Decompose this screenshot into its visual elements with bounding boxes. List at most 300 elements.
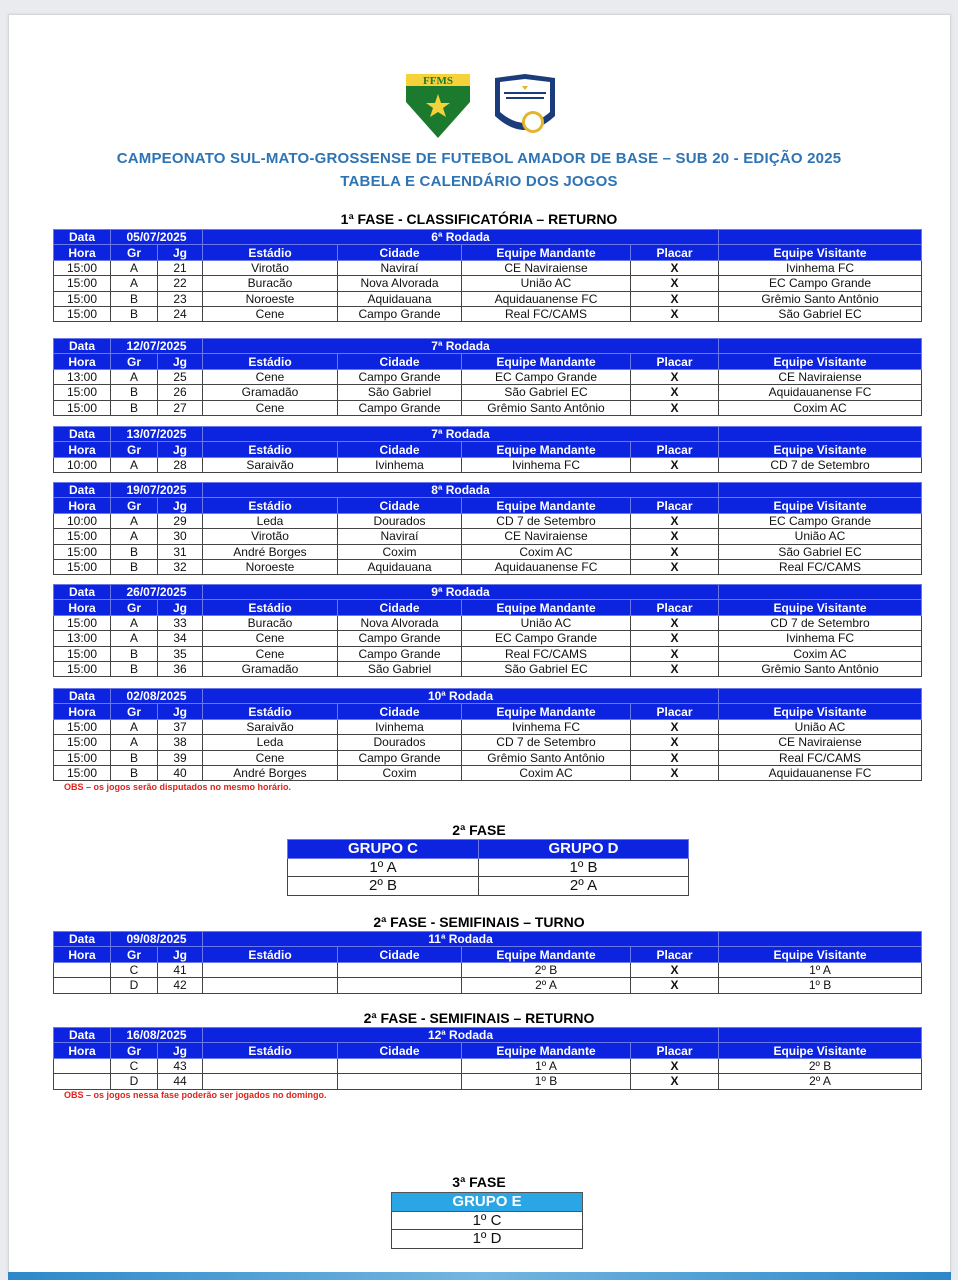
game-city bbox=[338, 978, 462, 993]
game-group: C bbox=[111, 962, 158, 977]
obs-note-2: OBS – os jogos nessa fase poderão ser jogados no domingo. bbox=[64, 1090, 327, 1100]
header-spacer bbox=[719, 689, 922, 704]
away-team: 1º A bbox=[719, 962, 922, 977]
game-row bbox=[54, 631, 922, 646]
group-c-slot: 1º A bbox=[288, 858, 479, 877]
col-gr: Gr bbox=[111, 442, 158, 457]
game-number: 22 bbox=[158, 276, 203, 291]
header-spacer bbox=[719, 230, 922, 245]
game-city: Ivinhema bbox=[338, 457, 462, 472]
game-time: 15:00 bbox=[54, 306, 111, 321]
game-time: 13:00 bbox=[54, 631, 111, 646]
home-team: Ivinhema FC bbox=[462, 457, 631, 472]
home-team: CE Naviraiense bbox=[462, 529, 631, 544]
round-table bbox=[53, 688, 922, 781]
col-gr: Gr bbox=[111, 1043, 158, 1058]
game-time: 15:00 bbox=[54, 559, 111, 574]
away-team: Grêmio Santo Antônio bbox=[719, 291, 922, 306]
game-row bbox=[54, 400, 922, 415]
away-team: 2º A bbox=[719, 1074, 922, 1089]
semis-turno-title: 2ª FASE - SEMIFINAIS – TURNO bbox=[373, 914, 585, 930]
game-group: A bbox=[111, 529, 158, 544]
game-row bbox=[54, 385, 922, 400]
game-stadium: Buracão bbox=[203, 615, 338, 630]
col-estadio: Estádio bbox=[203, 704, 338, 719]
game-time: 15:00 bbox=[54, 529, 111, 544]
round-header-row bbox=[54, 427, 922, 442]
col-hora: Hora bbox=[54, 1043, 111, 1058]
game-group: B bbox=[111, 765, 158, 780]
game-city: Campo Grande bbox=[338, 750, 462, 765]
col-placar: Placar bbox=[631, 600, 719, 615]
col-visitante: Equipe Visitante bbox=[719, 1043, 922, 1058]
col-gr: Gr bbox=[111, 947, 158, 962]
home-team: EC Campo Grande bbox=[462, 369, 631, 384]
col-cidade: Cidade bbox=[338, 245, 462, 260]
game-time bbox=[54, 962, 111, 977]
col-gr: Gr bbox=[111, 600, 158, 615]
score-placeholder: X bbox=[631, 260, 719, 275]
home-team: CE Naviraiense bbox=[462, 260, 631, 275]
game-city: Naviraí bbox=[338, 260, 462, 275]
game-row bbox=[54, 750, 922, 765]
phase2-groups-table bbox=[287, 839, 689, 896]
score-placeholder: X bbox=[631, 385, 719, 400]
score-placeholder: X bbox=[631, 559, 719, 574]
home-team: Grêmio Santo Antônio bbox=[462, 400, 631, 415]
game-number: 24 bbox=[158, 306, 203, 321]
col-hora: Hora bbox=[54, 498, 111, 513]
game-number: 42 bbox=[158, 978, 203, 993]
col-placar: Placar bbox=[631, 947, 719, 962]
round-header-row bbox=[54, 483, 922, 498]
game-number: 35 bbox=[158, 646, 203, 661]
game-time: 15:00 bbox=[54, 260, 111, 275]
round-table bbox=[53, 426, 922, 473]
game-row bbox=[54, 646, 922, 661]
col-jg: Jg bbox=[158, 600, 203, 615]
bottom-strip bbox=[8, 1272, 951, 1280]
round-table bbox=[53, 338, 922, 416]
game-number: 21 bbox=[158, 260, 203, 275]
away-team: Ivinhema FC bbox=[719, 631, 922, 646]
col-jg: Jg bbox=[158, 704, 203, 719]
away-team: CD 7 de Setembro bbox=[719, 457, 922, 472]
phase2-title: 2ª FASE bbox=[452, 822, 506, 838]
away-team: 1º B bbox=[719, 978, 922, 993]
home-team: Real FC/CAMS bbox=[462, 306, 631, 321]
col-estadio: Estádio bbox=[203, 1043, 338, 1058]
round-name: 9ª Rodada bbox=[203, 585, 719, 600]
col-jg: Jg bbox=[158, 354, 203, 369]
game-time: 15:00 bbox=[54, 765, 111, 780]
col-gr: Gr bbox=[111, 354, 158, 369]
round-header-row bbox=[54, 585, 922, 600]
game-number: 39 bbox=[158, 750, 203, 765]
column-header-row bbox=[54, 1043, 922, 1058]
game-time bbox=[54, 1074, 111, 1089]
game-group: B bbox=[111, 306, 158, 321]
game-row bbox=[54, 661, 922, 676]
score-placeholder: X bbox=[631, 457, 719, 472]
date-label: Data bbox=[54, 427, 111, 442]
game-group: B bbox=[111, 291, 158, 306]
game-stadium: Cene bbox=[203, 306, 338, 321]
game-group: A bbox=[111, 615, 158, 630]
away-team: 2º B bbox=[719, 1058, 922, 1073]
date-label: Data bbox=[54, 932, 111, 947]
home-team: Real FC/CAMS bbox=[462, 646, 631, 661]
score-placeholder: X bbox=[631, 978, 719, 993]
score-placeholder: X bbox=[631, 369, 719, 384]
game-stadium: Leda bbox=[203, 735, 338, 750]
game-time: 10:00 bbox=[54, 457, 111, 472]
game-group: A bbox=[111, 276, 158, 291]
game-time: 15:00 bbox=[54, 750, 111, 765]
away-team: Real FC/CAMS bbox=[719, 559, 922, 574]
group-c-slot: 2º B bbox=[288, 877, 479, 896]
col-gr: Gr bbox=[111, 245, 158, 260]
group-e-slot: 1º D bbox=[392, 1230, 583, 1249]
game-group: B bbox=[111, 559, 158, 574]
home-team: União AC bbox=[462, 615, 631, 630]
col-placar: Placar bbox=[631, 498, 719, 513]
column-header-row bbox=[54, 704, 922, 719]
game-group: B bbox=[111, 750, 158, 765]
away-team: São Gabriel EC bbox=[719, 306, 922, 321]
col-visitante: Equipe Visitante bbox=[719, 947, 922, 962]
home-team: CD 7 de Setembro bbox=[462, 735, 631, 750]
col-placar: Placar bbox=[631, 704, 719, 719]
column-header-row bbox=[54, 354, 922, 369]
game-number: 43 bbox=[158, 1058, 203, 1073]
col-placar: Placar bbox=[631, 245, 719, 260]
score-placeholder: X bbox=[631, 615, 719, 630]
away-team: CE Naviraiense bbox=[719, 369, 922, 384]
col-visitante: Equipe Visitante bbox=[719, 600, 922, 615]
round-date: 16/08/2025 bbox=[111, 1028, 203, 1043]
col-visitante: Equipe Visitante bbox=[719, 354, 922, 369]
game-row bbox=[54, 615, 922, 630]
game-city: Aquidauana bbox=[338, 291, 462, 306]
away-team: Grêmio Santo Antônio bbox=[719, 661, 922, 676]
game-time: 15:00 bbox=[54, 544, 111, 559]
col-mandante: Equipe Mandante bbox=[462, 1043, 631, 1058]
score-placeholder: X bbox=[631, 719, 719, 734]
game-number: 25 bbox=[158, 369, 203, 384]
header-spacer bbox=[719, 1028, 922, 1043]
home-team: São Gabriel EC bbox=[462, 385, 631, 400]
column-header-row bbox=[54, 600, 922, 615]
round-header-row bbox=[54, 689, 922, 704]
col-visitante: Equipe Visitante bbox=[719, 704, 922, 719]
game-city: Campo Grande bbox=[338, 369, 462, 384]
game-number: 34 bbox=[158, 631, 203, 646]
home-team: CD 7 de Setembro bbox=[462, 513, 631, 528]
game-time: 15:00 bbox=[54, 291, 111, 306]
game-stadium: Cene bbox=[203, 750, 338, 765]
col-cidade: Cidade bbox=[338, 947, 462, 962]
game-stadium: Noroeste bbox=[203, 291, 338, 306]
page-subtitle: TABELA E CALENDÁRIO DOS JOGOS bbox=[340, 173, 618, 190]
game-row bbox=[54, 719, 922, 734]
game-number: 27 bbox=[158, 400, 203, 415]
score-placeholder: X bbox=[631, 735, 719, 750]
date-label: Data bbox=[54, 1028, 111, 1043]
game-group: B bbox=[111, 385, 158, 400]
column-header-row bbox=[54, 947, 922, 962]
col-cidade: Cidade bbox=[338, 442, 462, 457]
col-mandante: Equipe Mandante bbox=[462, 354, 631, 369]
col-cidade: Cidade bbox=[338, 600, 462, 615]
round-date: 19/07/2025 bbox=[111, 483, 203, 498]
score-placeholder: X bbox=[631, 962, 719, 977]
game-row bbox=[54, 978, 922, 993]
col-estadio: Estádio bbox=[203, 498, 338, 513]
semis-returno-title: 2ª FASE - SEMIFINAIS – RETURNO bbox=[363, 1010, 595, 1026]
date-label: Data bbox=[54, 689, 111, 704]
ffms-logo-text: FFMS bbox=[423, 75, 453, 87]
phase3-group-table bbox=[391, 1192, 583, 1249]
game-city: Ivinhema bbox=[338, 719, 462, 734]
away-team: Coxim AC bbox=[719, 400, 922, 415]
game-stadium: André Borges bbox=[203, 544, 338, 559]
game-group: B bbox=[111, 400, 158, 415]
round-header-row bbox=[54, 339, 922, 354]
game-city: Campo Grande bbox=[338, 646, 462, 661]
score-placeholder: X bbox=[631, 529, 719, 544]
game-group: B bbox=[111, 544, 158, 559]
game-stadium: Saraivão bbox=[203, 719, 338, 734]
score-placeholder: X bbox=[631, 1058, 719, 1073]
game-city: Naviraí bbox=[338, 529, 462, 544]
game-city: São Gabriel bbox=[338, 385, 462, 400]
federation-logos bbox=[400, 72, 570, 148]
game-group: A bbox=[111, 631, 158, 646]
date-label: Data bbox=[54, 230, 111, 245]
semis-turno-table bbox=[53, 931, 922, 994]
round-name: 11ª Rodada bbox=[203, 932, 719, 947]
round-table bbox=[53, 482, 922, 575]
game-city bbox=[338, 962, 462, 977]
away-team: União AC bbox=[719, 529, 922, 544]
game-stadium: Gramadão bbox=[203, 661, 338, 676]
game-city: Aquidauana bbox=[338, 559, 462, 574]
home-team: 2º A bbox=[462, 978, 631, 993]
game-stadium: Virotão bbox=[203, 529, 338, 544]
game-group: B bbox=[111, 646, 158, 661]
game-time: 15:00 bbox=[54, 385, 111, 400]
game-stadium bbox=[203, 962, 338, 977]
game-row bbox=[54, 513, 922, 528]
game-city: Campo Grande bbox=[338, 400, 462, 415]
game-stadium bbox=[203, 1074, 338, 1089]
game-number: 28 bbox=[158, 457, 203, 472]
round-date: 09/08/2025 bbox=[111, 932, 203, 947]
game-time: 15:00 bbox=[54, 719, 111, 734]
game-group: A bbox=[111, 260, 158, 275]
home-team: Coxim AC bbox=[462, 765, 631, 780]
round-name: 12ª Rodada bbox=[203, 1028, 719, 1043]
game-city bbox=[338, 1058, 462, 1073]
game-row bbox=[54, 457, 922, 472]
away-team: União AC bbox=[719, 719, 922, 734]
header-spacer bbox=[719, 932, 922, 947]
away-team: Real FC/CAMS bbox=[719, 750, 922, 765]
phase3-title: 3ª FASE bbox=[452, 1174, 506, 1190]
game-group: A bbox=[111, 735, 158, 750]
header-spacer bbox=[719, 483, 922, 498]
game-number: 40 bbox=[158, 765, 203, 780]
home-team: Ivinhema FC bbox=[462, 719, 631, 734]
game-time: 15:00 bbox=[54, 400, 111, 415]
date-label: Data bbox=[54, 585, 111, 600]
game-number: 32 bbox=[158, 559, 203, 574]
game-number: 36 bbox=[158, 661, 203, 676]
col-gr: Gr bbox=[111, 498, 158, 513]
col-cidade: Cidade bbox=[338, 704, 462, 719]
home-team: Aquidauanense FC bbox=[462, 291, 631, 306]
game-group: C bbox=[111, 1058, 158, 1073]
round-name: 7ª Rodada bbox=[203, 339, 719, 354]
away-team: CE Naviraiense bbox=[719, 735, 922, 750]
round-header-row bbox=[54, 230, 922, 245]
col-hora: Hora bbox=[54, 442, 111, 457]
game-city bbox=[338, 1074, 462, 1089]
round-date: 13/07/2025 bbox=[111, 427, 203, 442]
col-hora: Hora bbox=[54, 704, 111, 719]
game-city: Nova Alvorada bbox=[338, 615, 462, 630]
game-stadium: Gramadão bbox=[203, 385, 338, 400]
game-city: Campo Grande bbox=[338, 306, 462, 321]
game-number: 41 bbox=[158, 962, 203, 977]
away-team: Coxim AC bbox=[719, 646, 922, 661]
score-placeholder: X bbox=[631, 544, 719, 559]
game-row bbox=[54, 544, 922, 559]
game-row bbox=[54, 765, 922, 780]
col-estadio: Estádio bbox=[203, 442, 338, 457]
round-name: 6ª Rodada bbox=[203, 230, 719, 245]
game-number: 29 bbox=[158, 513, 203, 528]
phase1-title: 1ª FASE - CLASSIFICATÓRIA – RETURNO bbox=[340, 211, 618, 227]
col-hora: Hora bbox=[54, 600, 111, 615]
game-time bbox=[54, 978, 111, 993]
col-jg: Jg bbox=[158, 1043, 203, 1058]
game-number: 23 bbox=[158, 291, 203, 306]
game-stadium: Cene bbox=[203, 369, 338, 384]
round-date: 02/08/2025 bbox=[111, 689, 203, 704]
game-stadium: Leda bbox=[203, 513, 338, 528]
game-group: A bbox=[111, 513, 158, 528]
group-e-header: GRUPO E bbox=[392, 1193, 583, 1212]
game-stadium bbox=[203, 1058, 338, 1073]
away-team: CD 7 de Setembro bbox=[719, 615, 922, 630]
score-placeholder: X bbox=[631, 291, 719, 306]
round-date: 26/07/2025 bbox=[111, 585, 203, 600]
col-mandante: Equipe Mandante bbox=[462, 245, 631, 260]
home-team: Grêmio Santo Antônio bbox=[462, 750, 631, 765]
game-number: 31 bbox=[158, 544, 203, 559]
col-placar: Placar bbox=[631, 354, 719, 369]
round-header-row bbox=[54, 1028, 922, 1043]
col-visitante: Equipe Visitante bbox=[719, 245, 922, 260]
game-row bbox=[54, 1074, 922, 1089]
col-jg: Jg bbox=[158, 245, 203, 260]
game-stadium: Virotão bbox=[203, 260, 338, 275]
game-city: São Gabriel bbox=[338, 661, 462, 676]
game-number: 44 bbox=[158, 1074, 203, 1089]
col-cidade: Cidade bbox=[338, 1043, 462, 1058]
home-team: 2º B bbox=[462, 962, 631, 977]
game-row bbox=[54, 276, 922, 291]
game-stadium: Buracão bbox=[203, 276, 338, 291]
group-c-header: GRUPO C bbox=[288, 840, 479, 859]
col-jg: Jg bbox=[158, 947, 203, 962]
game-row bbox=[54, 962, 922, 977]
game-time: 15:00 bbox=[54, 276, 111, 291]
round-table bbox=[53, 229, 922, 322]
home-team: Coxim AC bbox=[462, 544, 631, 559]
game-number: 38 bbox=[158, 735, 203, 750]
round-name: 8ª Rodada bbox=[203, 483, 719, 498]
game-row bbox=[54, 1058, 922, 1073]
col-visitante: Equipe Visitante bbox=[719, 498, 922, 513]
game-row bbox=[54, 529, 922, 544]
score-placeholder: X bbox=[631, 400, 719, 415]
home-team: EC Campo Grande bbox=[462, 631, 631, 646]
header-spacer bbox=[719, 585, 922, 600]
game-city: Dourados bbox=[338, 735, 462, 750]
game-stadium: Cene bbox=[203, 631, 338, 646]
column-header-row bbox=[54, 245, 922, 260]
game-city: Coxim bbox=[338, 765, 462, 780]
away-team: Ivinhema FC bbox=[719, 260, 922, 275]
game-time: 15:00 bbox=[54, 735, 111, 750]
date-label: Data bbox=[54, 339, 111, 354]
round-date: 12/07/2025 bbox=[111, 339, 203, 354]
col-mandante: Equipe Mandante bbox=[462, 947, 631, 962]
game-group: D bbox=[111, 978, 158, 993]
col-hora: Hora bbox=[54, 947, 111, 962]
group-d-header: GRUPO D bbox=[479, 840, 689, 859]
score-placeholder: X bbox=[631, 1074, 719, 1089]
header-spacer bbox=[719, 339, 922, 354]
col-mandante: Equipe Mandante bbox=[462, 600, 631, 615]
game-group: A bbox=[111, 457, 158, 472]
col-estadio: Estádio bbox=[203, 354, 338, 369]
game-row bbox=[54, 735, 922, 750]
game-time: 10:00 bbox=[54, 513, 111, 528]
game-row bbox=[54, 306, 922, 321]
ffms-logo bbox=[406, 74, 470, 138]
score-placeholder: X bbox=[631, 631, 719, 646]
round-name: 10ª Rodada bbox=[203, 689, 719, 704]
group-d-slot: 1º B bbox=[479, 858, 689, 877]
away-team: Aquidauanense FC bbox=[719, 385, 922, 400]
semis-returno-table bbox=[53, 1027, 922, 1090]
game-row bbox=[54, 260, 922, 275]
col-placar: Placar bbox=[631, 442, 719, 457]
col-gr: Gr bbox=[111, 704, 158, 719]
game-stadium: Cene bbox=[203, 400, 338, 415]
round-date: 05/07/2025 bbox=[111, 230, 203, 245]
game-time: 15:00 bbox=[54, 661, 111, 676]
date-label: Data bbox=[54, 483, 111, 498]
round-header-row bbox=[54, 932, 922, 947]
col-hora: Hora bbox=[54, 245, 111, 260]
col-jg: Jg bbox=[158, 442, 203, 457]
score-placeholder: X bbox=[631, 646, 719, 661]
